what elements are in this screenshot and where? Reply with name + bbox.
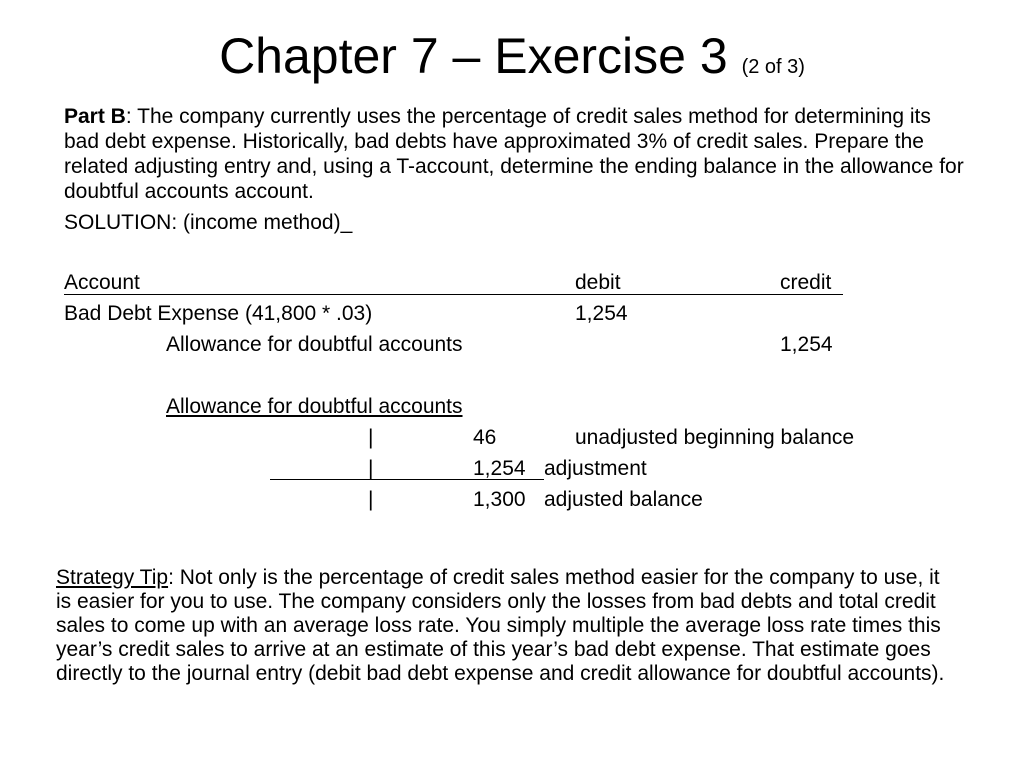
journal-row-2-account: Allowance for doubtful accounts <box>166 333 463 356</box>
t-account-separator: | <box>368 457 374 480</box>
journal-row-2-credit: 1,254 <box>780 333 833 356</box>
title-main: Chapter 7 – Exercise 3 <box>219 28 728 84</box>
journal-row-1-account: Bad Debt Expense (41,800 * .03) <box>64 302 373 325</box>
t-account-row-3-amount: 1,300 <box>473 488 526 511</box>
t-account-row-1-label: unadjusted beginning balance <box>575 426 855 449</box>
part-b-label: Part B <box>64 105 126 128</box>
slide-title <box>0 26 1024 97</box>
journal-row-1-debit: 1,254 <box>575 302 628 325</box>
t-account-separator: | <box>368 488 374 511</box>
t-account-title: Allowance for doubtful accounts <box>166 395 463 418</box>
t-account-row-1-amount: 46 <box>473 426 497 449</box>
strategy-tip-label: Strategy Tip <box>56 566 169 589</box>
solution-label: SOLUTION: (income method)_ <box>64 211 353 234</box>
journal-header-account: Account <box>64 271 140 294</box>
t-account-total-line <box>270 479 544 480</box>
t-account-row-3-label: adjusted balance <box>544 488 703 511</box>
t-account-separator: | <box>368 426 374 449</box>
part-b-paragraph <box>64 104 964 204</box>
strategy-tip-text: : Not only is the percentage of credit sales method easier for the company to use, it is easier for you to use. The company considers only the losses from bad debts and total credit sales to come up with an average loss rate. You simply multiple the average loss rate times this year’s credit sales to arrive at an estimate of this year’s bad debt expense. That estimate goes directly to the journal entry (debit bad debt expense and credit allowance for doubtful accounts). <box>56 566 945 685</box>
journal-header-credit: credit <box>780 271 832 294</box>
t-account-row-2-amount: 1,254 <box>473 457 526 480</box>
strategy-tip-paragraph <box>56 566 956 686</box>
part-b-text: : The company currently uses the percentage of credit sales method for determining its bad debt expense. Historically, bad debts have approximated 3% of credit sales. Prepare the related adjusting entry and, using a T-account, determine the ending balance in the allowance for doubtful accounts account. <box>64 105 964 203</box>
title-subtitle: (2 of 3) <box>741 56 805 78</box>
t-account-row-2-label: adjustment <box>544 457 647 480</box>
journal-header-debit: debit <box>575 271 621 294</box>
journal-header-underline <box>64 294 843 295</box>
